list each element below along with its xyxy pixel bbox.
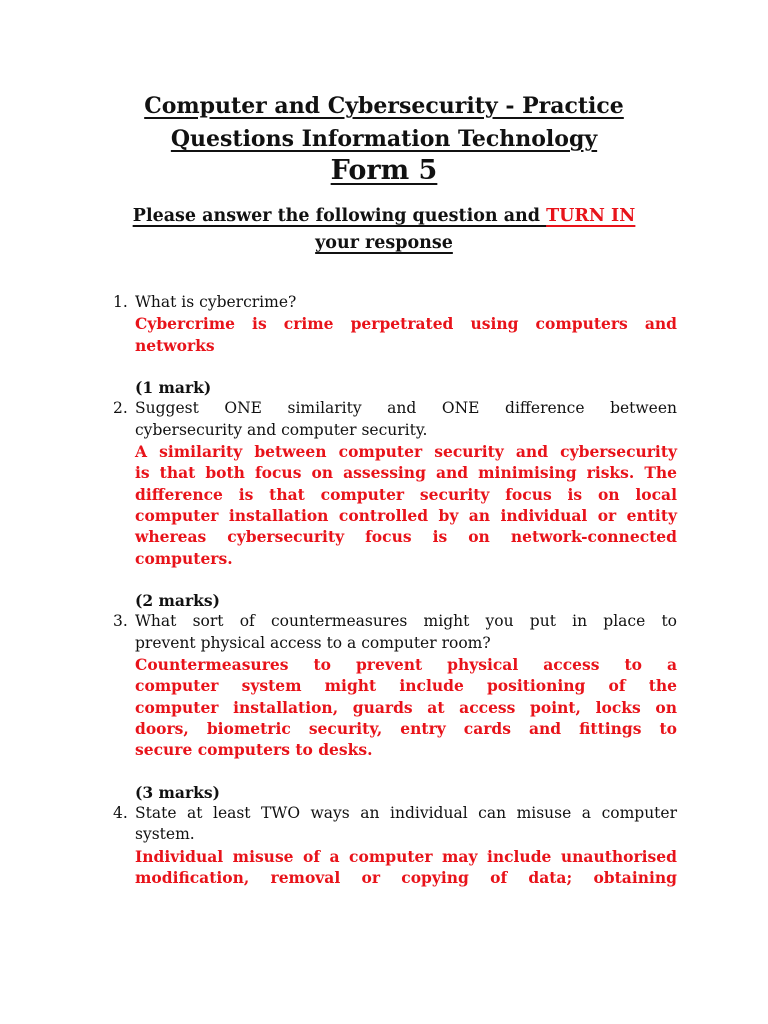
question-list <box>0 292 768 888</box>
question-number: 1. <box>113 293 128 311</box>
question-item <box>0 803 677 846</box>
question-number: 3. <box>113 612 128 631</box>
question-text-line: State at least TWO ways an individual can misuse a computer <box>135 804 677 823</box>
title-text: Computer and Cybersecurity - Practice <box>144 93 624 119</box>
instruction-before: Please answer the following question and <box>132 206 547 226</box>
answer-text <box>0 654 677 760</box>
doc-title-form <box>0 155 768 186</box>
title-text: Questions Information Technology <box>170 126 598 152</box>
answer-text-line: secure computers to desks. <box>135 740 373 760</box>
answer-text-line: A similarity between computer security and cybersecurity <box>135 442 677 462</box>
answer-text-line: Cybercrime is crime perpetrated using computers and <box>135 314 677 334</box>
question-number: 2. <box>113 399 128 418</box>
instruction-text <box>133 206 635 226</box>
answer-text-line: computer system might include positioning of the <box>135 676 677 696</box>
spacer <box>0 356 768 377</box>
answer-text <box>0 846 677 889</box>
answer-text-line: Individual misuse of a computer may include unauthorised <box>135 846 677 866</box>
question-item <box>0 398 677 441</box>
spacer <box>0 569 768 590</box>
question-item <box>0 292 677 313</box>
answer-text-line: computer installation controlled by an individual or entity <box>135 505 677 525</box>
question-item <box>0 611 677 654</box>
doc-title-line1 <box>0 93 768 119</box>
question-text-line: Suggest ONE similarity and ONE difference between <box>135 399 677 418</box>
question-text-line: What is cybercrime? <box>135 293 297 311</box>
instruction-text: your response <box>315 233 453 253</box>
answer-text-line: networks <box>135 335 215 355</box>
question-text-line: prevent physical access to a computer room? <box>135 633 491 652</box>
answer-text-line: computer installation, guards at access point, locks on <box>135 697 677 717</box>
instruction-line2 <box>0 233 768 253</box>
answer-text <box>0 313 677 356</box>
answer-text-line: Countermeasures to prevent physical access to a <box>135 655 677 675</box>
marks-label: (2 marks) <box>135 591 220 611</box>
answer-text-line: difference is that computer security focus is on local <box>135 484 677 504</box>
answer-text-line: whereas cybersecurity focus is on network-connected <box>135 527 677 547</box>
doc-title-line2 <box>0 126 768 152</box>
answer-text-line: modification, removal or copying of data; obtaining <box>135 868 677 888</box>
answer-text-line: doors, biometric security, entry cards and fittings to <box>135 718 677 738</box>
question-number: 4. <box>113 804 128 823</box>
answer-text <box>0 441 677 569</box>
question-text-line: cybersecurity and computer security. <box>135 420 428 439</box>
instruction-highlight: TURN IN <box>546 206 636 226</box>
instruction-line1 <box>0 206 768 226</box>
title-text: Form 5 <box>330 155 438 186</box>
spacer <box>0 761 768 782</box>
marks-label: (3 marks) <box>135 782 220 802</box>
question-text-line: What sort of countermeasures might you put in place to <box>135 612 677 631</box>
answer-text-line: is that both focus on assessing and minimising risks. The <box>135 463 677 483</box>
question-text-line: system. <box>135 825 195 844</box>
marks-label: (1 mark) <box>135 378 212 398</box>
answer-text-line: computers. <box>135 548 233 568</box>
